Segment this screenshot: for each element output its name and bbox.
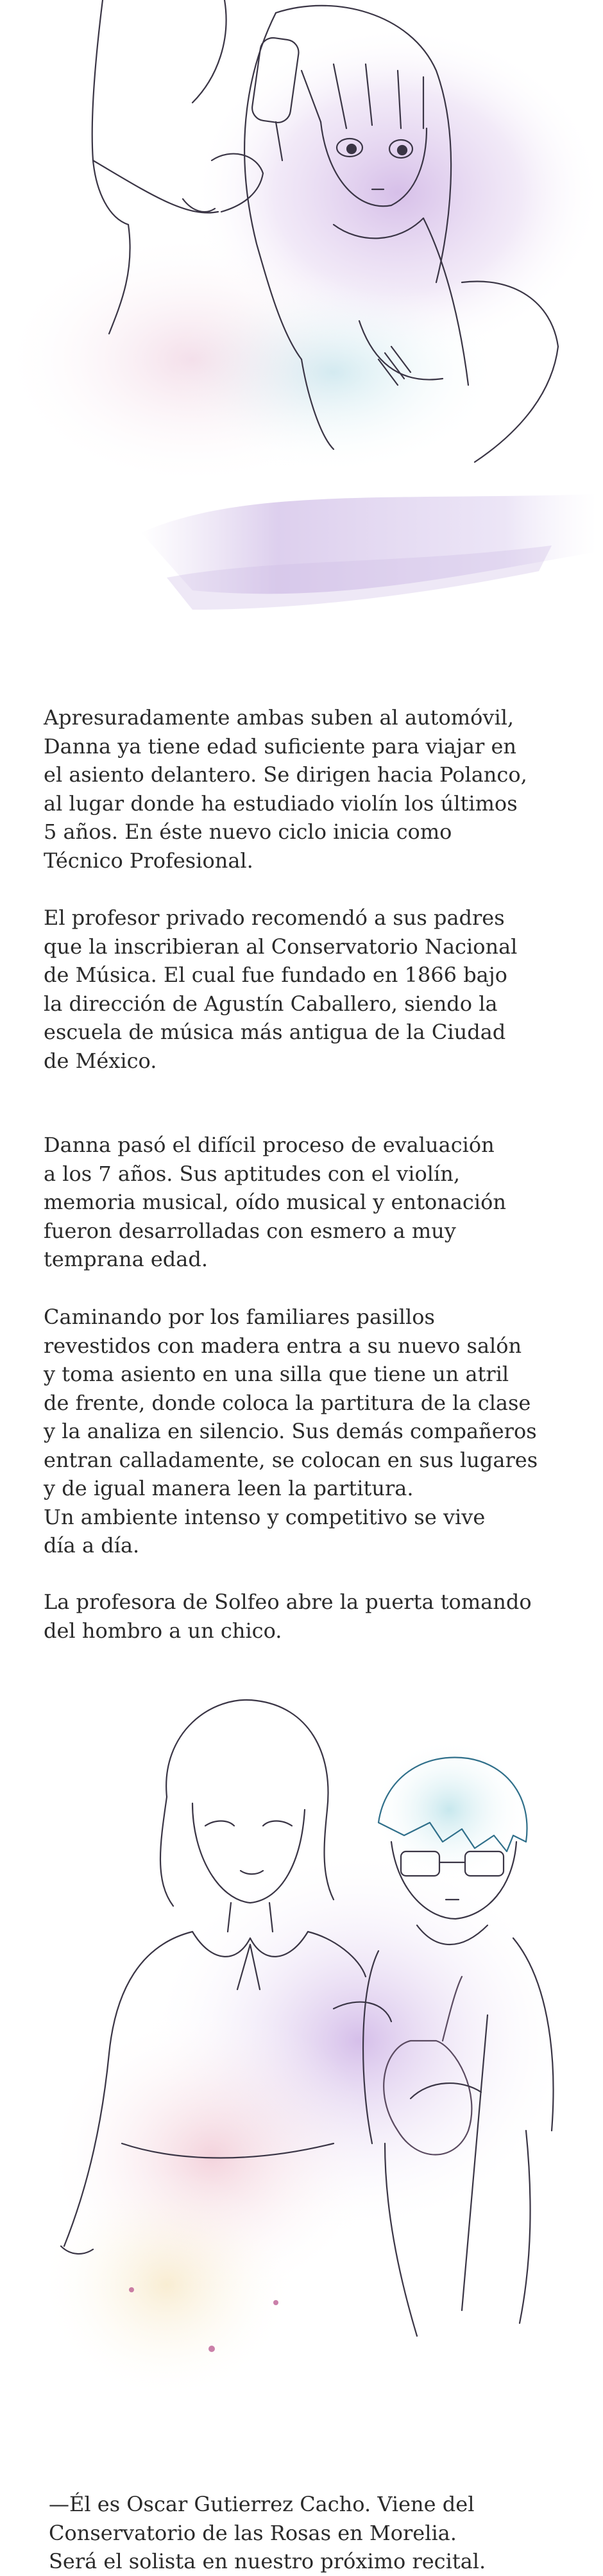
illustration-teacher-and-student	[0, 1630, 603, 2451]
teacher-hair	[160, 1797, 173, 1906]
paint-drop	[208, 2346, 215, 2352]
girl-pupil	[398, 146, 407, 155]
narrative-paragraph: La profesora de Solfeo abre la puerta tomando del hombro a un chico.	[44, 1590, 532, 1643]
narrative-paragraph: Apresuradamente ambas suben al automóvil, Danna ya tiene edad suficiente para viajar en el asiento delantero. Se dirigen hacia Polanco, al lugar donde ha estudiado violín los últimos 5 años. En éste nuevo ciclo inicia como Técnico Profesional.	[44, 705, 527, 873]
paint-drop	[129, 2287, 134, 2292]
teacher-eye-right	[263, 1821, 292, 1826]
illustration-hair-brushing	[0, 0, 603, 642]
adult-shoulder	[92, 0, 128, 225]
narrative-paragraph: El profesor privado recomendó a sus padres que la inscribieran al Conservatorio Nacional de Música. El cual fue fundado en 1866 bajo la dirección de Agustín Caballero, siendo la escuela de música más antigua de la Ciudad de México.	[44, 906, 518, 1073]
watercolor-wash	[38, 2169, 295, 2400]
narrative-paragraph: Danna pasó el difícil proceso de evaluación a los 7 años. Sus aptitudes con el violín, memoria musical, oído musical y entonación fueron desarrolladas con esmero a muy temprana edad.	[44, 1133, 506, 1271]
paint-drop	[273, 2300, 278, 2305]
adult-side	[192, 0, 226, 103]
narrative-paragraph: Caminando por los familiares pasillos revestidos con madera entra a su nuevo salón y toma asiento en una silla que tiene un atril de frente, donde coloca la partitura de la clase y la analiza en silencio. Sus demás compañeros entran calladamente, se colocan en sus lugares y de igual manera leen la partitura. Un ambiente intenso y competitivo se vive día a día.	[44, 1305, 538, 1558]
watercolor-wash	[167, 270, 500, 475]
teacher-eye-left	[205, 1821, 234, 1826]
dialogue-paragraph: —Él es Oscar Gutierrez Cacho. Viene del Conservatorio de las Rosas en Morelia. Será el solista en nuestro próximo recital.	[49, 2492, 486, 2573]
girl-pupil	[347, 144, 356, 153]
